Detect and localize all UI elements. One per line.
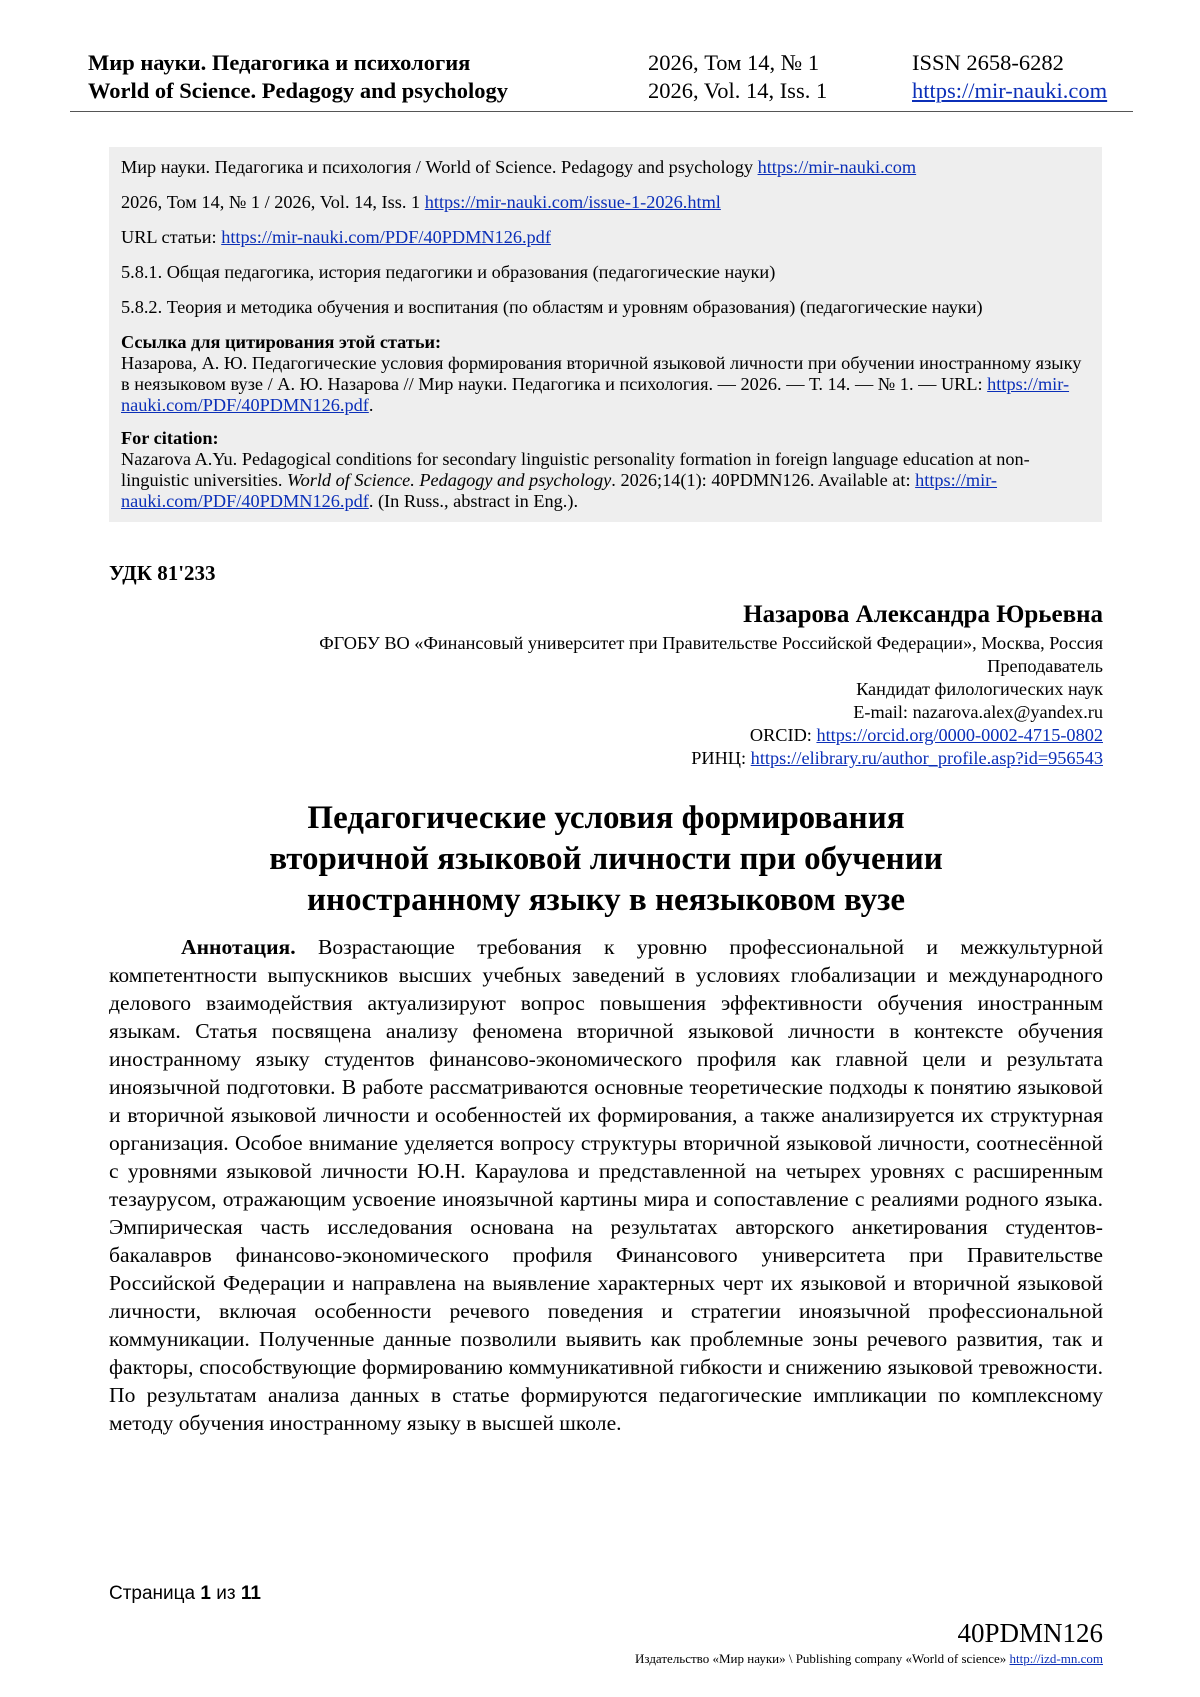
author-email: E-mail: nazarova.alex@yandex.ru: [853, 702, 1103, 722]
author-block: [319, 600, 1103, 770]
journal-header: [70, 50, 1133, 106]
issue-link[interactable]: https://mir-nauki.com/issue-1-2026.html: [424, 192, 721, 212]
page-number: Страница 1 из 11: [109, 1583, 261, 1604]
article-url-link[interactable]: https://mir-nauki.com/PDF/40PDMN126.pdf: [221, 227, 551, 247]
author-orcid: ORCID: https://orcid.org/0000-0002-4715-0802: [749, 725, 1103, 745]
citation-en-label: For citation:: [121, 428, 219, 448]
author-position: Преподаватель: [987, 656, 1103, 676]
author-name: Назарова Александра Юрьевна: [743, 601, 1103, 628]
article-code: 40PDMN126: [957, 1618, 1103, 1648]
orcid-link[interactable]: https://orcid.org/0000-0002-4715-0802: [816, 725, 1103, 745]
journal-name-ru: Мир науки. Педагогика и психология: [88, 50, 471, 75]
citation-ru-label: Ссылка для цитирования этой статьи:: [121, 332, 442, 352]
article-info-box: [109, 147, 1102, 522]
header-divider: [70, 111, 1133, 112]
issue-ru: 2026, Том 14, № 1: [648, 50, 820, 75]
journal-name-en: World of Science. Pedagogy and psychology: [88, 78, 509, 103]
header-row-ru: [70, 50, 1133, 78]
abstract-text: Возрастающие требования к уровню профессиональной и межкультурной компетентности выпускников высших учебных заведений в условиях глобализации и международного делового взаимодействия актуализируют вопрос повышения эффективности обучения иностранным языкам. Статья посвящена анализу феномена вторичной языковой личности в контексте обучения иностранному языку студентов финансово-экономического профиля как главной цели и результата иноязычной подготовки. В работе рассматриваются основные теоретические подходы к понятию языковой и вторичной языковой личности и особенностей их формирования, а также анализируется их структурная организация. Особое внимание уделяется вопросу структуры вторичной языковой личности, соотнесённой с уровнями языковой личности Ю.Н. Караулова и представленной на четырех уровнях с расширенным тезаурусом, отражающим усвоение иноязычной картины мира и сопоставление с реалиями родного языка. Эмпирическая часть исследования основана на результатах авторского анкетирования студентов-бакалавров финансово-экономического профиля Финансового университета при Правительстве Российской Федерации и направлена на выявление характерных черт их языковой и вторичной языковой личности, включая особенности речевого поведения и стратегии иноязычной профессиональной коммуникации. Полученные данные позволили выявить как проблемные зоны речевого развития, так и факторы, способствующие формированию коммуникативной гибкости и снижению языковой тревожности. По результатам анализа данных в статье формируются педагогические импликации по комплексному методу обучения иностранному языку в высшей школе.: [109, 935, 1103, 1435]
specialty-1: 5.8.1. Общая педагогика, история педагогики и образования (педагогические науки): [121, 262, 776, 282]
journal-line: Мир науки. Педагогика и психология / World of Science. Pedagogy and psychology https://mir-nauki.com: [121, 157, 917, 177]
citation-ru-link[interactable]: https://mir-nauki.com/PDF/40PDMN126.pdf: [121, 374, 1070, 415]
publisher-link[interactable]: http://izd-mn.com: [1009, 1651, 1103, 1666]
rinc-link[interactable]: https://elibrary.ru/author_profile.asp?id=956543: [750, 748, 1103, 768]
header-row-en: [70, 78, 1133, 106]
journal-site-link[interactable]: https://mir-nauki.com: [912, 78, 1108, 103]
article-url-line: URL статьи: https://mir-nauki.com/PDF/40PDMN126.pdf: [121, 227, 551, 247]
author-rinc: РИНЦ: https://elibrary.ru/author_profile.asp?id=956543: [691, 748, 1103, 768]
journal-link[interactable]: https://mir-nauki.com: [757, 157, 917, 177]
issn: ISSN 2658-6282: [912, 50, 1064, 75]
issue-en: 2026, Vol. 14, Iss. 1: [648, 78, 828, 103]
abstract-label: Аннотация.: [181, 935, 296, 959]
article-title: Педагогические условия формирования вторичной языковой личности при обучении иностранному языку в неязыковом вузе: [269, 800, 943, 918]
issue-line: 2026, Том 14, № 1 / 2026, Vol. 14, Iss. 1 https://mir-nauki.com/issue-1-2026.html: [121, 192, 721, 212]
specialty-2: 5.8.2. Теория и методика обучения и воспитания (по областям и уровням образования) (педагогические науки): [121, 297, 983, 317]
citation-en: For citation: Nazarova A.Yu. Pedagogical conditions for secondary linguistic personality formation in foreign language education at non-linguistic universities. World of Science. Pedagogy and psychology. 2026;14(1): 40PDMN126. Available at: https://mir-nauki.com/PDF/40PDMN126.pdf. (In Russ., abstract in Eng.).: [121, 428, 1030, 511]
citation-en-link[interactable]: https://mir-nauki.com/PDF/40PDMN126.pdf: [121, 470, 998, 511]
publisher-line: Издательство «Мир науки» \ Publishing company «World of science» http://izd-mn.com: [635, 1651, 1103, 1666]
udk-code: УДК 81'233: [109, 561, 216, 585]
citation-ru: Ссылка для цитирования этой статьи: Назарова, А. Ю. Педагогические условия формирования вторичной языковой личности при обучении иностранному языку в неязыковом вузе / А. Ю. Назарова // Мир науки. Педагогика и психология. — 2026. — Т. 14. — № 1. — URL: https://mir-nauki.com/PDF/40PDMN126.pdf.: [121, 332, 1082, 415]
author-degree: Кандидат филологических наук: [856, 679, 1103, 699]
abstract: [109, 933, 1103, 1437]
author-affiliation: ФГОБУ ВО «Финансовый университет при Правительстве Российской Федерации», Москва, Россия: [319, 633, 1103, 653]
